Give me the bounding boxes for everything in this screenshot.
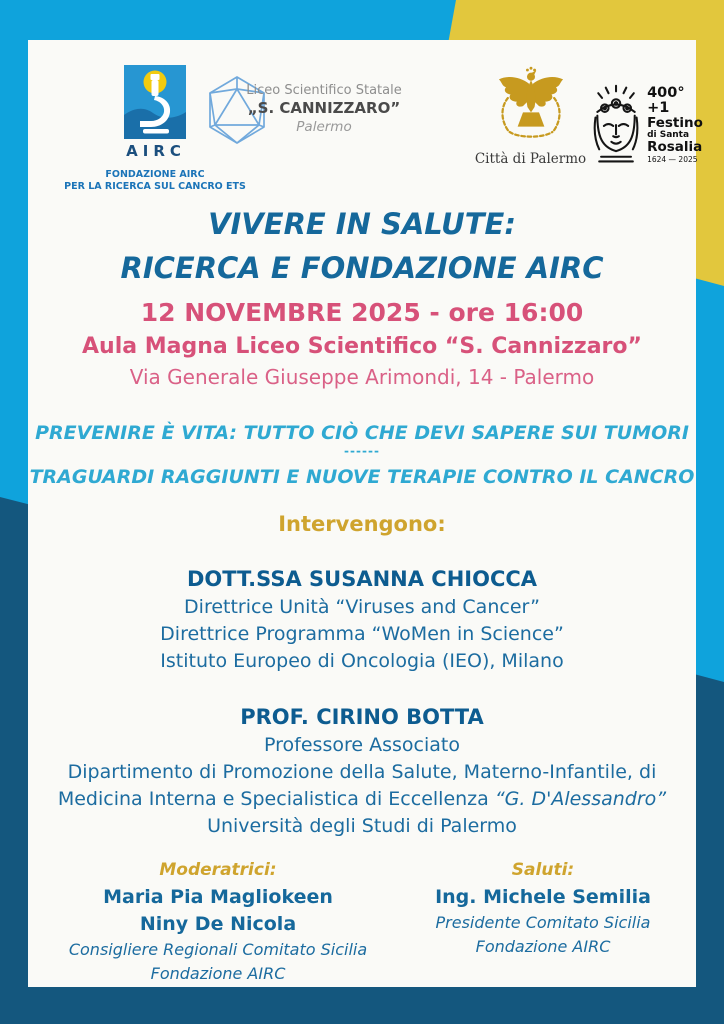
moderator-name1: Maria Pia Magliokeen: [103, 886, 333, 908]
greetings-column: [408, 858, 678, 959]
poster-title-line1: VIVERE IN SALUTE:: [208, 207, 516, 241]
moderators-role2: Fondazione AIRC: [150, 964, 286, 983]
liceo-line3: Palermo: [296, 119, 352, 135]
event-address: Via Generale Giuseppe Arimondi, 14 - Palermo: [129, 365, 595, 389]
festino-line4: Rosalia: [647, 138, 703, 155]
festino-line1: 400°+1: [647, 84, 685, 116]
poster-title-line2: RICERCA E FONDAZIONE AIRC: [120, 251, 604, 285]
speaker1-role3: Istituto Europeo di Oncologia (IEO), Milano: [160, 650, 564, 672]
airc-caption-line1: FONDAZIONE AIRC: [105, 169, 205, 180]
greetings-role2: Fondazione AIRC: [475, 937, 611, 956]
event-date: 12 NOVEMBRE 2025 - ore 16:00: [140, 298, 584, 327]
svg-text:AIRC: AIRC: [126, 142, 186, 160]
speaker2-role3-quote: “G. D'Alessandro”: [494, 788, 667, 810]
moderators-role1: Consigliere Regionali Comitato Sicilia: [68, 940, 368, 959]
liceo-line1: Liceo Scientifico Statale: [246, 83, 402, 98]
speakers-heading: Intervengono:: [278, 512, 446, 536]
airc-microscope-icon: [123, 65, 187, 163]
topic-line1: PREVENIRE È VITA: TUTTO CIÒ CHE DEVI SAPERE SUI TUMORI: [35, 422, 689, 444]
airc-logo: [64, 65, 246, 193]
speaker2-role3: [28, 786, 696, 812]
palermo-caption: Città di Palermo: [474, 151, 587, 167]
eagle-icon: [489, 66, 573, 148]
speaker2-role1: Professore Associato: [264, 734, 460, 756]
speaker2-name: PROF. CIRINO BOTTA: [240, 705, 484, 729]
greetings-role1: Presidente Comitato Sicilia: [435, 913, 651, 932]
moderator-name2: Niny De Nicola: [139, 913, 297, 935]
moderators-heading: Moderatrici:: [159, 860, 277, 880]
speaker1-role2: Direttrice Programma “WoMen in Science”: [160, 623, 564, 645]
speaker1-role1: Direttrice Unità “Viruses and Cancer”: [184, 596, 540, 618]
festino-logo: [588, 82, 705, 168]
speaker2-role2: Dipartimento di Promozione della Salute, Materno-Infantile, di: [67, 761, 657, 783]
palermo-logo: [468, 66, 593, 167]
festino-line5: 1624 — 2025: [647, 154, 698, 164]
topic-line2: TRAGUARDI RAGGIUNTI E NUOVE TERAPIE CONTRO IL CANCRO: [29, 466, 695, 488]
speaker2-role3-text: Medicina Interna e Specialistica di Eccellenza: [57, 788, 495, 810]
santa-rosalia-icon: [588, 82, 644, 168]
speaker2-role4: Università degli Studi di Palermo: [207, 815, 517, 837]
liceo-logo: [206, 70, 416, 180]
poster-card: [28, 40, 703, 987]
topic-separator: ------: [344, 444, 380, 458]
greetings-name: Ing. Michele Semilia: [435, 886, 651, 908]
liceo-line2: „S. CANNIZZARO”: [247, 99, 401, 117]
event-venue: Aula Magna Liceo Scientifico “S. Cannizzaro”: [82, 334, 642, 359]
festino-line3: di Santa: [647, 129, 690, 140]
speaker1-name: DOTT.SSA SUSANNA CHIOCCA: [186, 567, 538, 591]
festino-line2: Festino: [647, 114, 703, 131]
greetings-heading: Saluti:: [511, 860, 575, 880]
moderators-column: [48, 858, 388, 986]
airc-caption-line2: PER LA RICERCA SUL CANCRO ETS: [64, 181, 246, 192]
